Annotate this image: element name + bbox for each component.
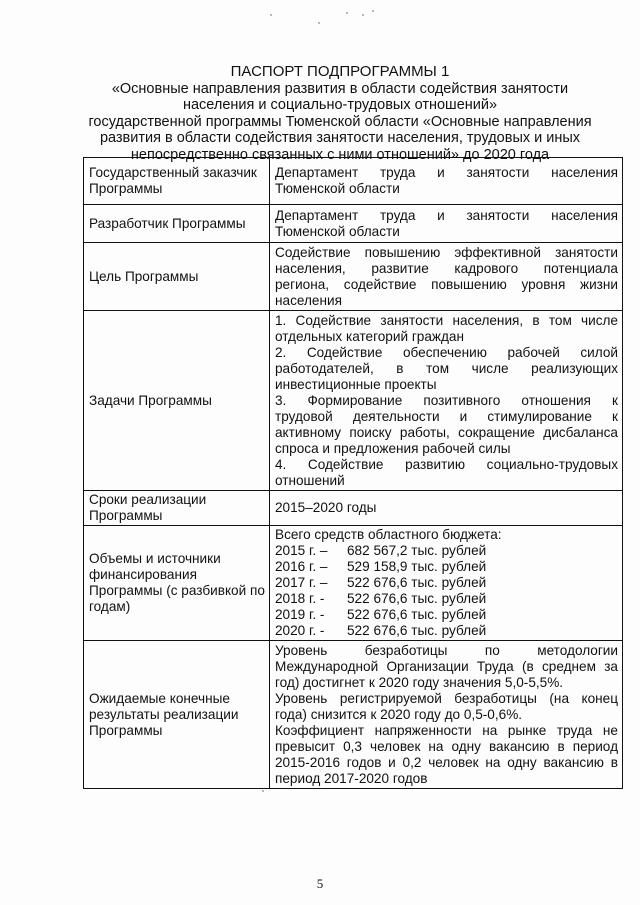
- row-label: Ожидаемые конечные результаты реализации Программы: [84, 641, 270, 789]
- document-title: ПАСПОРТ ПОДПРОГРАММЫ 1: [230, 63, 450, 80]
- table-row: [84, 243, 623, 311]
- financing-item: 2017 г. – 522 676,6 тыс. рублей: [275, 575, 487, 590]
- page-number: 5: [316, 876, 324, 891]
- scan-artifact: [362, 14, 364, 16]
- financing-item: 2016 г. – 529 158,9 тыс. рублей: [275, 559, 487, 574]
- row-value: 2015–2020 годы: [270, 491, 623, 526]
- document-heading: [60, 64, 620, 163]
- subtitle-line: населения и социально-трудовых отношений»: [182, 97, 498, 113]
- financing-item: 2020 г. - 522 676,6 тыс. рублей: [275, 623, 487, 638]
- row-label: Разработчик Программы: [84, 205, 270, 243]
- row-value: 1. Содействие занятости населения, в том числе отдельных категорий граждан 2. Содействие обеспечению рабочей силой работодателей, в том числе реализующих инвестиционные проекты 3. Формирование позитивного отношения к трудовой деятельности и стимулирование к активному поиску работы, сокращение дисбаланса спроса и предложения рабочей силы 4. Содействие развитию социально-трудовых отношений: [270, 311, 623, 491]
- scan-artifact: [346, 12, 348, 14]
- row-label: Государственный заказчик Программы: [84, 158, 270, 205]
- table-row: [84, 311, 623, 491]
- table-row: [84, 205, 623, 243]
- row-value: Уровень безработицы по методологии Международной Организации Труда (в среднем за год) достигнет к 2020 году значения 5,0-5,5%. Уровень регистрируемой безработицы (на конец года) снизится к 2020 году до 0,5-0,6%. Коэффициент напряженности на рынке труда не превысит 0,3 человек на одну вакансию в период 2015-2016 годов и 0,2 человек на одну вакансию в период 2017-2020 годов: [270, 641, 623, 789]
- row-value: [270, 526, 623, 641]
- table-row: [84, 526, 623, 641]
- row-label: Сроки реализации Программы: [84, 491, 270, 526]
- subtitle-line: непосредственно связанных с ними отношений» до 2020 года: [130, 146, 550, 163]
- financing-item: 2018 г. - 522 676,6 тыс. рублей: [275, 591, 487, 606]
- table-row: [84, 158, 623, 205]
- passport-table: [83, 157, 623, 789]
- row-label: Объемы и источники финансирования Программы (с разбивкой по годам): [84, 526, 270, 641]
- row-value: Департамент труда и занятости населения Тюменской области: [270, 205, 623, 243]
- row-label: Цель Программы: [84, 243, 270, 311]
- subtitle-line: «Основные направления развития в области содействия занятости: [111, 80, 569, 97]
- table-row: [84, 491, 623, 526]
- row-value: Содействие повышению эффективной занятости населения, развитие кадрового потенциала региона, содействие повышению уровня жизни населения: [270, 243, 623, 311]
- row-value: Департамент труда и занятости населения Тюменской области: [270, 158, 623, 205]
- scan-artifact: [372, 10, 374, 12]
- financing-intro: Всего средств областного бюджета:: [275, 527, 502, 542]
- financing-item: 2015 г. – 682 567,2 тыс. рублей: [275, 543, 487, 558]
- scan-artifact: [262, 790, 264, 792]
- scan-artifact: [270, 14, 272, 16]
- financing-item: 2019 г. - 522 676,6 тыс. рублей: [275, 607, 487, 622]
- row-label: Задачи Программы: [84, 311, 270, 491]
- scan-artifact: [318, 22, 320, 24]
- table-row: [84, 641, 623, 789]
- subtitle-line: развития в области содействия занятости населения, трудовых и иных: [99, 130, 581, 146]
- subtitle-line: государственной программы Тюменской области «Основные направления: [88, 113, 592, 130]
